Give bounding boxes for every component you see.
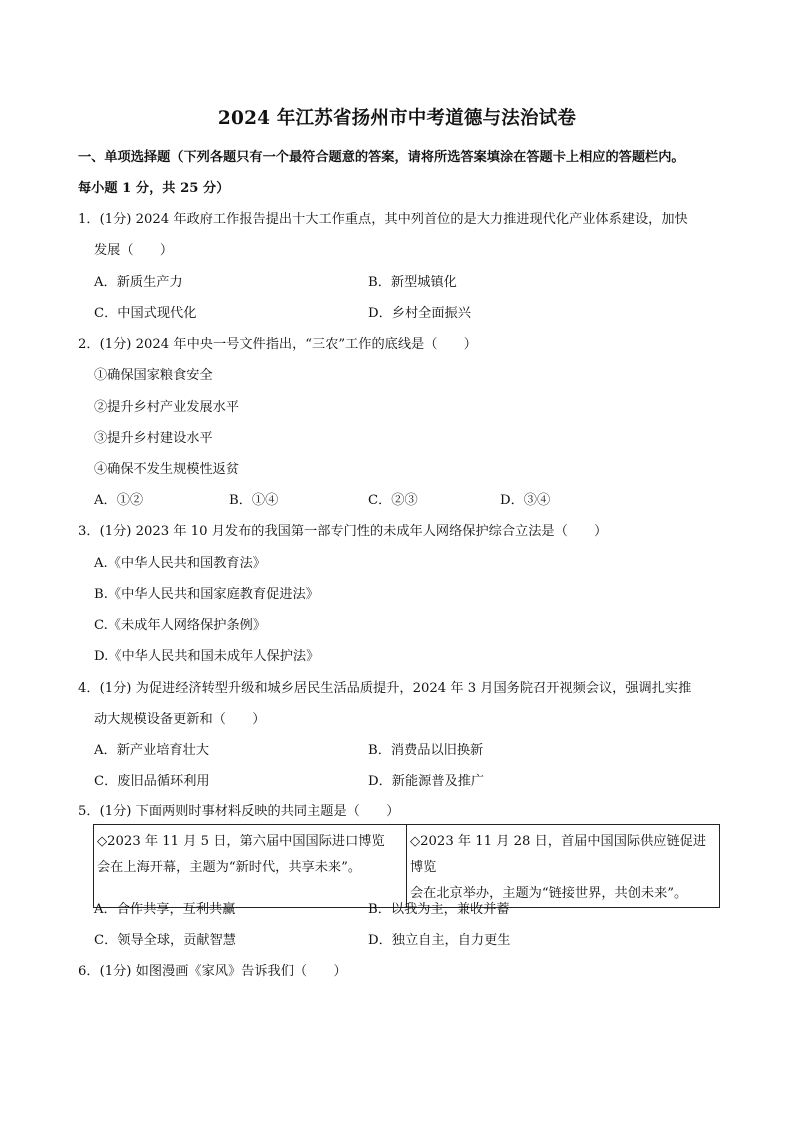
question-5-stem: 5．(1分) 下面两则时事材料反映的共同主题是（ ） [78, 804, 400, 819]
question-5-material-table [93, 824, 720, 908]
question-3-option-c: C.《未成年人网络保护条例》 [94, 618, 267, 633]
question-2-option-a: A．①② [94, 493, 144, 508]
question-5-option-c: C．领导全球，贡献智慧 [94, 933, 236, 948]
question-3-option-b: B.《中华人民共和国家庭教育促进法》 [94, 587, 319, 602]
question-4-option-b: B．消费品以旧换新 [368, 743, 484, 758]
question-1-stem: 1．(1分) 2024 年政府工作报告提出十大工作重点，其中列首位的是大力推进现代化产业体系建设，加快 [78, 212, 688, 227]
question-2-item-4: ④确保不发生规模性返贫 [94, 462, 240, 477]
question-1-option-b: B．新型城镇化 [368, 275, 457, 290]
question-3-stem: 3．(1分) 2023 年 10 月发布的我国第一部专门性的未成年人网络保护综合立法是（ ） [78, 524, 608, 539]
question-2-option-b: B．①④ [229, 493, 279, 508]
question-2-stem: 2．(1分) 2024 年中央一号文件指出，“三农”工作的底线是（ ） [78, 337, 477, 352]
section-heading-line2: 每小题 1 分，共 25 分） [78, 181, 230, 196]
question-1-option-d: D．乡村全面振兴 [368, 306, 471, 321]
question-1-stem-cont: 发展（ ） [94, 243, 174, 258]
question-4-option-a: A．新产业培育壮大 [94, 743, 210, 758]
question-1-option-c: C．中国式现代化 [94, 306, 197, 321]
question-4-option-d: D．新能源普及推广 [368, 774, 485, 789]
exam-title: 2024 年江苏省扬州市中考道德与法治试卷 [217, 108, 577, 129]
question-2-option-d: D．③④ [500, 493, 551, 508]
question-5-option-d: D．独立自主，自力更生 [368, 933, 511, 948]
question-2-item-2: ②提升乡村产业发展水平 [94, 400, 240, 415]
question-5-option-b: B．以我为主，兼收并蓄 [368, 902, 510, 917]
question-4-option-c: C．废旧品循环利用 [94, 774, 210, 789]
question-1-option-a: A．新质生产力 [94, 275, 183, 290]
question-2-option-c: C．②③ [368, 493, 418, 508]
question-4-stem-cont: 动大规模设备更新和（ ） [94, 712, 266, 727]
section-heading-line1: 一、单项选择题（下列各题只有一个最符合题意的答案，请将所选答案填涂在答题卡上相应的答题栏内。 [78, 150, 685, 165]
question-2-item-1: ①确保国家粮食安全 [94, 368, 213, 383]
material-right-line2: 会在北京举办，主题为“链接世界，共创未来”。 [410, 886, 688, 901]
question-6-stem: 6．(1分) 如图漫画《家风》告诉我们（ ） [78, 964, 347, 979]
question-3-option-d: D.《中华人民共和国未成年人保护法》 [94, 649, 320, 664]
question-4-stem: 4．(1分) 为促进经济转型升级和城乡居民生活品质提升，2024 年 3 月国务院召开视频会议，强调扎实推 [78, 681, 692, 696]
question-5-option-a: A．合作共享，互利共赢 [94, 902, 236, 917]
question-2-item-3: ③提升乡村建设水平 [94, 431, 213, 446]
material-right-cell [407, 825, 720, 908]
question-3-option-a: A.《中华人民共和国教育法》 [94, 556, 266, 571]
material-left-line2: 会在上海开幕，主题为“新时代，共享未来”。 [97, 860, 362, 875]
material-left-cell [94, 825, 407, 908]
material-left-line1: ◇2023 年 11 月 5 日，第六届中国国际进口博览 [97, 834, 385, 849]
material-right-line1: ◇2023 年 11 月 28 日，首届中国国际供应链促进博览 [410, 834, 707, 875]
